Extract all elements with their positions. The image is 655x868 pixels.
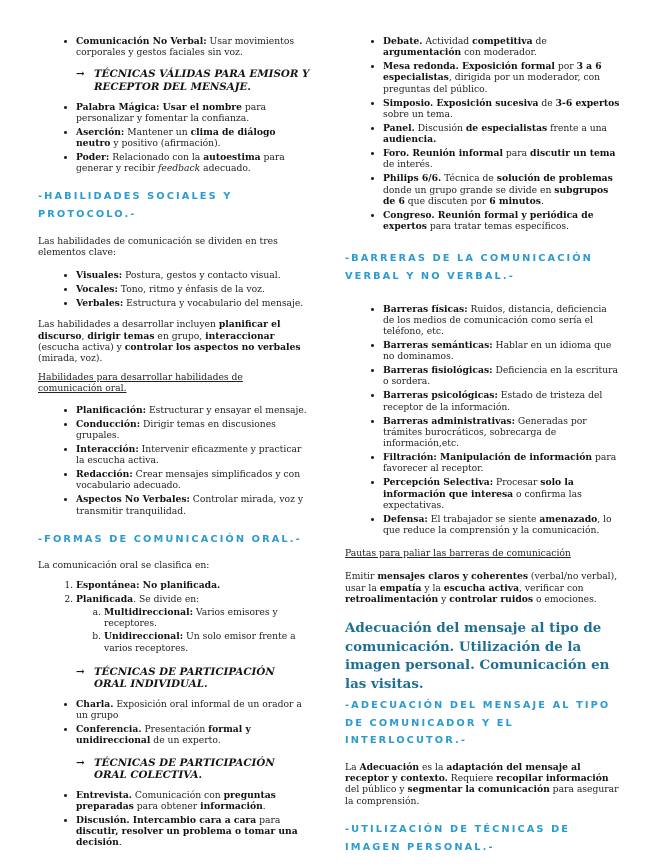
- paragraph: La comunicación oral se clasifica en:: [38, 560, 210, 572]
- list-item: • Aserción: Mantener un clima de diálogo neutro y positivo (afirmación).: [76, 127, 310, 149]
- list-item: • Conducción: Dirigir temas en discusiones grupales.: [76, 419, 310, 441]
- list-item: • Filtración: Manipulación de información para favorecer al receptor.: [383, 452, 620, 474]
- emisor-list: [38, 102, 310, 175]
- list-item: • Discusión. Intercambio cara a cara para discutir, resolver un problema o tomar una decisión.: [76, 815, 310, 849]
- list-item: • Foro. Reunión informal para discutir un tema de interés.: [383, 148, 620, 170]
- list-item: • Palabra Mágica: Usar el nombre para personalizar y fomentar la confianza.: [76, 102, 310, 124]
- list-item: • Congreso. Reunión formal y periódica de expertos para tratar temas específicos.: [383, 210, 620, 232]
- elementos-list: [38, 270, 310, 309]
- colectiva-list: [38, 790, 310, 849]
- section-heading-habilidades: -HABILIDADES SOCIALES Y PROTOCOLO.-: [38, 191, 233, 221]
- list-item: • Aspectos No Verbales: Controlar mirada, voz y transmitir tranquilidad.: [76, 494, 310, 516]
- list-item: • Visuales: Postura, gestos y contacto visual.: [76, 270, 310, 281]
- list-item: • Barreras fisiológicas: Deficiencia en la escritura o sordera.: [383, 365, 620, 387]
- list-item: • Barreras psicológicas: Estado de tristeza del receptor de la información.: [383, 390, 620, 412]
- list-item: b. Unidireccional: Un solo emisor frente a varios receptores.: [104, 631, 310, 653]
- list-item: • Redacción: Crear mensajes simplificados y con vocabulario adecuado.: [76, 469, 310, 491]
- left-column: [38, 36, 310, 851]
- colectiva-list-continued: [345, 36, 620, 232]
- nonverbal-list: [38, 36, 310, 58]
- paragraph: Las habilidades de comunicación se dividen en tres elementos clave:: [38, 235, 278, 258]
- underlined-subheading: Pautas para paliar las barreras de comunicación: [345, 548, 571, 560]
- section-heading-formas: -FORMAS DE COMUNICACIÓN ORAL.-: [38, 533, 302, 545]
- section-heading-imagen: -UTILIZACIÓN DE TÉCNICAS DE IMAGEN PERSONAL.-: [345, 823, 571, 853]
- list-item: • Charla. Exposición oral informal de un orador a un grupo: [76, 699, 310, 721]
- sub-list: [76, 607, 310, 654]
- list-item: • Poder: Relacionado con la autoestima para generar y recibir feedback adecuado.: [76, 152, 310, 174]
- list-item: • Barreras físicas: Ruidos, distancia, deficiencia de los medios de comunicación como sería el teléfono, etc.: [383, 304, 620, 338]
- list-item: • Vocales: Tono, ritmo y énfasis de la voz.: [76, 284, 310, 295]
- list-item: • Interacción: Intervenir eficazmente y practicar la escucha activa.: [76, 444, 310, 466]
- arrow-icon: →: [76, 756, 85, 769]
- list-item: • Debate. Actividad competitiva de argumentación con moderador.: [383, 36, 620, 58]
- list-item: 1. Espontánea: No planificada.: [76, 580, 310, 591]
- right-column: [345, 36, 620, 868]
- section-heading-barreras: -BARRERAS DE LA COMUNICACIÓN VERBAL Y NO VERBAL.-: [345, 253, 593, 282]
- formas-list: [38, 580, 310, 654]
- paragraph: Emitir mensajes claros y coherentes (verbal/no verbal), usar la empatía y la escucha activa, verificar con retroalimentación y controlar ruidos o emociones.: [345, 571, 618, 605]
- list-item: • Barreras semánticas: Hablar en un idioma que no dominamos.: [383, 340, 620, 362]
- heading-tecnicas-individual: → TÉCNICAS DE PARTICIPACIÓN ORAL INDIVIDUAL.: [76, 665, 275, 691]
- list-item: • Philips 6/6. Técnica de solución de problemas donde un grupo grande se divide en subgrupos de 6 que discuten por 6 minutos.: [383, 173, 620, 207]
- list-item: a. Multidireccional: Varios emisores y receptores.: [104, 607, 310, 629]
- barreras-list: [345, 304, 620, 537]
- list-item: • Entrevista. Comunicación con preguntas preparadas para obtener información.: [76, 790, 310, 812]
- list-item: 2. Planificada. Se divide en: a. Multidireccional: Varios emisores y receptores. b. Unidireccional: Un solo emisor frente a varios receptores.: [76, 594, 310, 654]
- list-item: • Comunicación No Verbal: Usar movimientos corporales y gestos faciales sin voz.: [76, 36, 310, 58]
- underlined-subheading: Habilidades para desarrollar habilidades de comunicación oral.: [38, 372, 243, 395]
- section-heading-adecuacion: -ADECUACIÓN DEL MENSAJE AL TIPO DE COMUNICADOR Y EL INTERLOCUTOR.-: [345, 700, 611, 747]
- list-item: • Mesa redonda. Exposición formal por 3 a 6 especialistas, dirigida por un moderador, con preguntas del público.: [383, 61, 620, 95]
- heading-tecnicas-emisor: → TÉCNICAS VÁLIDAS PARA EMISOR Y RECEPTOR DEL MENSAJE.: [76, 68, 310, 93]
- list-item: • Verbales: Estructura y vocabulario del mensaje.: [76, 298, 310, 309]
- list-item: • Simposio. Exposición sucesiva de 3-6 expertos sobre un tema.: [383, 98, 620, 120]
- list-item: • Panel. Discusión de especialistas frente a una audiencia.: [383, 123, 620, 145]
- page-title: Adecuación del mensaje al tipo de comunicación. Utilización de la imagen personal. Comunicación en las visitas.: [345, 620, 610, 692]
- oral-skills-list: [38, 405, 310, 517]
- arrow-icon: →: [76, 68, 85, 81]
- individual-list: [38, 699, 310, 747]
- list-item: • Conferencia. Presentación formal y unidireccional de un experto.: [76, 724, 310, 746]
- list-item: • Planificación: Estructurar y ensayar el mensaje.: [76, 405, 310, 416]
- heading-tecnicas-colectiva: → TÉCNICAS DE PARTICIPACIÓN ORAL COLECTIVA.: [76, 756, 275, 782]
- list-item: • Percepción Selectiva: Procesar solo la información que interesa o confirma las expectativas.: [383, 477, 620, 511]
- paragraph: La Adecuación es la adaptación del mensaje al receptor y contexto. Requiere recopilar información del público y segmentar la comunicación para asegurar la comprensión.: [345, 762, 619, 807]
- list-item: • Barreras administrativas: Generadas por trámites burocráticos, sobrecarga de información,etc.: [383, 416, 620, 450]
- paragraph: Las habilidades a desarrollar incluyen planificar el discurso, dirigir temas en grupo, interaccionar (escucha activa) y controlar los aspectos no verbales (mirada, voz).: [38, 319, 301, 365]
- arrow-icon: →: [76, 665, 85, 678]
- list-item: • Defensa: El trabajador se siente amenazado, lo que reduce la comprensión y la comunicación.: [383, 514, 620, 536]
